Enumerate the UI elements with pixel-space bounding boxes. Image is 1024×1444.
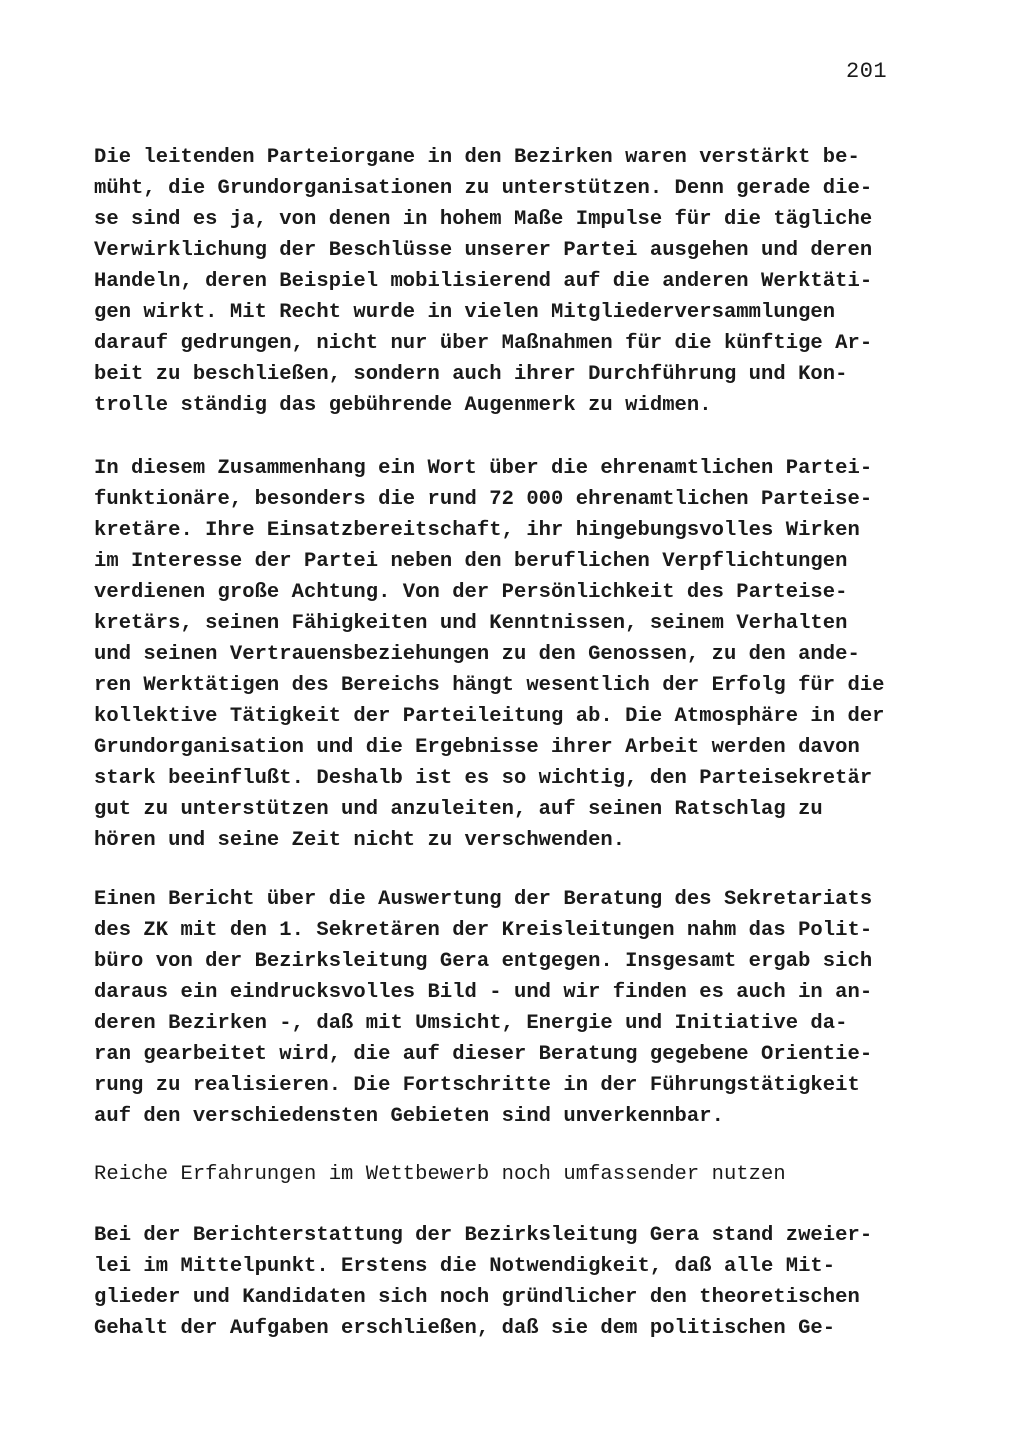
text-line: beit zu beschließen, sondern auch ihrer Durchführung und Kon- [94,363,848,386]
text-line: Verwirklichung der Beschlüsse unserer Partei ausgehen und deren [94,239,873,262]
text-line: lei im Mittelpunkt. Erstens die Notwendigkeit, daß alle Mit- [94,1255,836,1278]
text-line: und seinen Vertrauensbeziehungen zu den Genossen, zu den ande- [94,643,860,666]
page-number: 201 [846,59,888,84]
text-line: In diesem Zusammenhang ein Wort über die ehrenamtlichen Partei- [94,457,873,480]
text-line: müht, die Grundorganisationen zu unterstützen. Denn gerade die- [94,177,873,200]
paragraph-4 [94,1220,914,1344]
paragraph-1 [94,142,914,421]
text-line: ren Werktätigen des Bereichs hängt wesentlich der Erfolg für die [94,674,885,697]
text-line: Die leitenden Parteiorgane in den Bezirken waren verstärkt be- [94,146,860,169]
text-line: gut zu unterstützen und anzuleiten, auf seinen Ratschlag zu [94,798,823,821]
text-line: se sind es ja, von denen in hohem Maße Impulse für die tägliche [94,208,873,231]
text-line: Einen Bericht über die Auswertung der Beratung des Sekretariats [94,888,873,911]
text-line: Handeln, deren Beispiel mobilisierend auf die anderen Werktäti- [94,270,873,293]
text-line: stark beeinflußt. Deshalb ist es so wichtig, den Parteisekretär [94,767,873,790]
paragraph-2 [94,453,914,856]
text-line: ran gearbeitet wird, die auf dieser Beratung gegebene Orientie- [94,1043,873,1066]
text-line: funktionäre, besonders die rund 72 000 ehrenamtlichen Parteise- [94,488,873,511]
text-line: Grundorganisation und die Ergebnisse ihrer Arbeit werden davon [94,736,860,759]
text-line: Bei der Berichterstattung der Bezirksleitung Gera stand zweier- [94,1224,873,1247]
text-line: glieder und Kandidaten sich noch gründlicher den theoretischen [94,1286,860,1309]
text-line: kretäre. Ihre Einsatzbereitschaft, ihr hingebungsvolles Wirken [94,519,860,542]
heading-text: Reiche Erfahrungen im Wettbewerb noch umfassender nutzen [94,1163,786,1186]
text-line: kollektive Tätigkeit der Parteileitung ab. Die Atmosphäre in der [94,705,885,728]
text-line: trolle ständig das gebührende Augenmerk zu widmen. [94,394,712,417]
section-heading [94,1159,914,1190]
text-line: gen wirkt. Mit Recht wurde in vielen Mitgliederversammlungen [94,301,836,324]
text-line: büro von der Bezirksleitung Gera entgegen. Insgesamt ergab sich [94,950,873,973]
text-line: deren Bezirken -, daß mit Umsicht, Energie und Initiative da- [94,1012,848,1035]
text-line: kretärs, seinen Fähigkeiten und Kenntnissen, seinem Verhalten [94,612,848,635]
text-line: Gehalt der Aufgaben erschließen, daß sie dem politischen Ge- [94,1317,836,1340]
text-line: des ZK mit den 1. Sekretären der Kreisleitungen nahm das Polit- [94,919,873,942]
text-line: darauf gedrungen, nicht nur über Maßnahmen für die künftige Ar- [94,332,873,355]
text-line: daraus ein eindrucksvolles Bild - und wir finden es auch in an- [94,981,873,1004]
text-line: hören und seine Zeit nicht zu verschwenden. [94,829,626,852]
paragraph-3 [94,884,914,1132]
text-line: rung zu realisieren. Die Fortschritte in der Führungstätigkeit [94,1074,860,1097]
text-line: im Interesse der Partei neben den beruflichen Verpflichtungen [94,550,848,573]
text-line: auf den verschiedensten Gebieten sind unverkennbar. [94,1105,724,1128]
text-line: verdienen große Achtung. Von der Persönlichkeit des Parteise- [94,581,848,604]
